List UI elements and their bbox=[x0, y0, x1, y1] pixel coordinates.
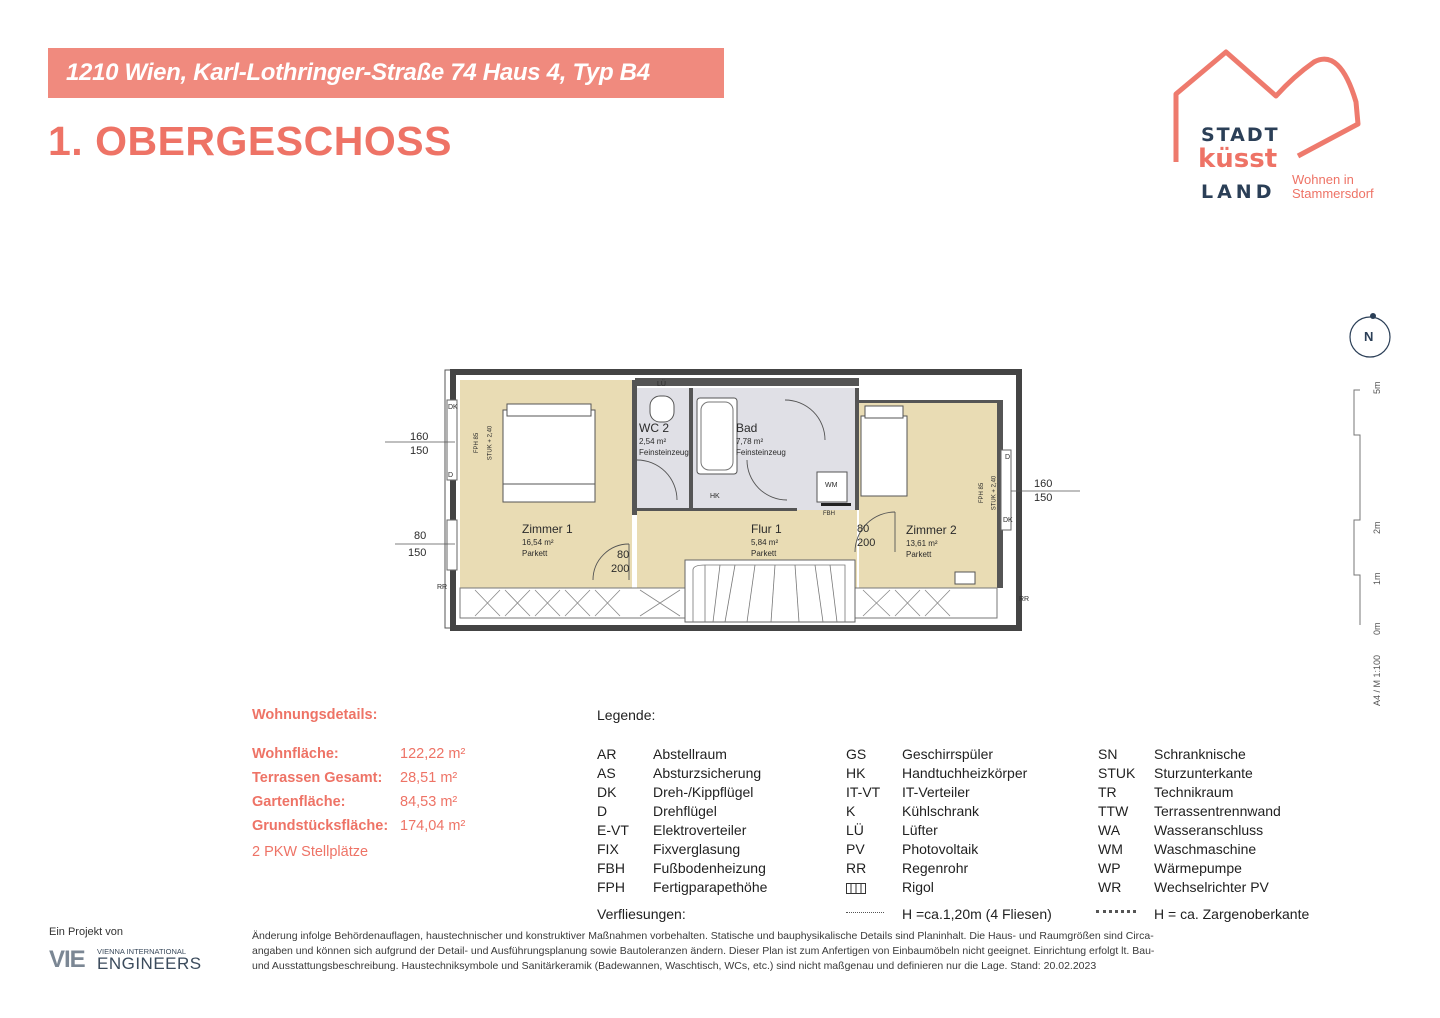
legend-text: Lüfter bbox=[902, 822, 938, 838]
rigol-icon bbox=[846, 881, 866, 892]
legend-abbr: IT-VT bbox=[846, 784, 881, 800]
legend-text: Schranknische bbox=[1154, 746, 1246, 762]
legend-text: Waschmaschine bbox=[1154, 841, 1257, 857]
legend-abbr: GS bbox=[846, 746, 867, 762]
room-zimmer2-area: 13,61 m² bbox=[906, 539, 938, 548]
legend-abbr: SN bbox=[1098, 746, 1118, 762]
legend-abbr: DK bbox=[597, 784, 617, 800]
vie-logo-small: VIENNA INTERNATIONAL bbox=[97, 947, 187, 956]
legend-text: Elektroverteiler bbox=[653, 822, 747, 838]
room-bad-floor: Feinsteinzeug bbox=[736, 448, 786, 457]
disclaimer-line-1: Änderung infolge Behördenauflagen, haustechnischer und konstruktiver Maßnahmen vorbehalten. Statische und bauphysikalische Details sind Planinhalt. Die Haus- und Raumgrößen sind Circa- bbox=[252, 930, 1154, 942]
door-dim-zimmer2-width: 80 bbox=[857, 523, 870, 535]
room-flur1-area: 5,84 m² bbox=[751, 538, 779, 547]
vie-logo-mark: VIE bbox=[49, 946, 85, 973]
legend-abbr: WM bbox=[1098, 841, 1123, 857]
door-dim-zimmer2-height: 200 bbox=[857, 537, 876, 549]
room-bad-area: 7,78 m² bbox=[736, 437, 764, 446]
tag-stuk-right: STUK + 2,40 bbox=[991, 475, 998, 511]
room-flur1-name: Flur 1 bbox=[751, 522, 782, 536]
logo-land: LAND bbox=[1201, 181, 1276, 203]
disclaimer-line-3: und Ausstattungsbeschreibung. Haustechniksymbole und Sanitärkeramik (Badewannen, Waschtisch, WCs, etc.) sind nicht maßgenau und definieren nur die Lage. Stand: 20.02.2023 bbox=[252, 960, 1097, 972]
room-zimmer2-name: Zimmer 2 bbox=[906, 523, 957, 537]
tag-fbh: FBH bbox=[823, 511, 835, 517]
dim-left-top-lower: 150 bbox=[410, 445, 429, 457]
logo-tagline-1: Wohnen in bbox=[1292, 172, 1354, 187]
legend-text: Rigol bbox=[902, 879, 934, 895]
legend-text: Fußbodenheizung bbox=[653, 860, 766, 876]
legend-abbr: PV bbox=[846, 841, 865, 857]
legend-abbr: FBH bbox=[597, 860, 625, 876]
legend-heading: Legende: bbox=[597, 707, 656, 723]
legend-text: Technikraum bbox=[1154, 784, 1234, 800]
legend-text: IT-Verteiler bbox=[902, 784, 970, 800]
details-terrassen-label: Terrassen Gesamt: bbox=[252, 770, 383, 786]
tag-rr-right: RR bbox=[1019, 596, 1030, 603]
room-wc2-area: 2,54 m² bbox=[639, 437, 667, 446]
legend-abbr: D bbox=[597, 803, 608, 819]
disclaimer-line-2: angaben und können sich aufgrund der Detail- und Ausführungsplanung sowie Bautoleranzen ändern. Dieser Plan ist zum Anfertigen von Einbaumöbeln nicht geeignet. Einrichtung erfolgt lt. Bau- bbox=[252, 945, 1155, 957]
room-wc2-name: WC 2 bbox=[639, 421, 669, 435]
legend-abbr: TR bbox=[1098, 784, 1117, 800]
dim-left-bot-upper: 80 bbox=[414, 530, 427, 542]
legend-abbr: K bbox=[846, 803, 856, 819]
details-parking: 2 PKW Stellplätze bbox=[252, 844, 369, 860]
legend-abbr: FIX bbox=[597, 841, 619, 857]
room-zimmer2-floor: Parkett bbox=[906, 550, 932, 559]
details-garten-label: Gartenfläche: bbox=[252, 794, 346, 810]
dim-right-lower: 150 bbox=[1034, 492, 1053, 504]
tag-fph-left: FPH 85 bbox=[474, 432, 481, 454]
door-dim-zimmer1-height: 200 bbox=[611, 563, 630, 575]
legend-abbr: E-VT bbox=[597, 822, 629, 838]
details-terrassen-value: 28,51 m² bbox=[400, 770, 458, 786]
legend-text: Regenrohr bbox=[902, 860, 969, 876]
tag-fph-right: FPH 85 bbox=[979, 482, 986, 504]
tiling-dotted-icon bbox=[846, 912, 884, 913]
tag-wm: WM bbox=[825, 482, 838, 489]
room-zimmer1-name: Zimmer 1 bbox=[522, 522, 573, 536]
room-flur1-floor: Parkett bbox=[751, 549, 777, 558]
vie-logo bbox=[49, 946, 209, 974]
legend-abbr: LÜ bbox=[846, 822, 864, 838]
details-garten-value: 84,53 m² bbox=[400, 794, 458, 810]
legend-text: Kühlschrank bbox=[902, 803, 980, 819]
logo-kuesst: küsst bbox=[1198, 144, 1278, 174]
legend-abbr: WP bbox=[1098, 860, 1121, 876]
tag-rr-left: RR bbox=[437, 584, 448, 591]
legend-abbr: AS bbox=[597, 765, 616, 781]
legend-abbr: RR bbox=[846, 860, 867, 876]
stadt-kuesst-land-logo bbox=[1168, 44, 1398, 214]
room-zimmer1-area: 16,54 m² bbox=[522, 538, 554, 547]
legend-text: Dreh-/Kippflügel bbox=[653, 784, 754, 800]
tag-d-left: D bbox=[448, 472, 454, 479]
details-grundstueck-label: Grundstücksfläche: bbox=[252, 818, 389, 834]
vie-logo-name: ENGINEERS bbox=[97, 954, 202, 973]
tag-lu: LÜ bbox=[657, 381, 666, 388]
legend-text: Drehflügel bbox=[653, 803, 717, 819]
legend-text: Wärmepumpe bbox=[1154, 860, 1242, 876]
legend-abbr: WA bbox=[1098, 822, 1121, 838]
legend-abbr: FPH bbox=[597, 879, 625, 895]
legend-text: Wechselrichter PV bbox=[1154, 879, 1269, 895]
scale-format: A4 / M 1:100 bbox=[1372, 654, 1382, 706]
legend-text: Sturzunterkante bbox=[1154, 765, 1253, 781]
tiling-bold-dots-icon bbox=[1096, 910, 1136, 913]
legend-text: Terrassentrennwand bbox=[1154, 803, 1281, 819]
legend-abbr: STUK bbox=[1098, 765, 1136, 781]
project-by-label: Ein Projekt von bbox=[49, 926, 123, 938]
tiling-option-2: H = ca. Zargenoberkante bbox=[1154, 906, 1310, 922]
dim-left-top-upper: 160 bbox=[410, 431, 429, 443]
dim-left-bot-lower: 150 bbox=[408, 547, 427, 559]
legend-text: Abstellraum bbox=[653, 746, 727, 762]
scale-bar bbox=[1350, 370, 1390, 715]
legend-abbr: WR bbox=[1098, 879, 1122, 895]
scale-5m: 5m bbox=[1372, 381, 1382, 394]
room-zimmer1-floor: Parkett bbox=[522, 549, 548, 558]
tiling-option-1: H =ca.1,20m (4 Fliesen) bbox=[902, 906, 1052, 922]
tag-dk-right: DK bbox=[1003, 517, 1013, 524]
tag-dk-left: DK bbox=[448, 404, 458, 411]
legend-text: Absturzsicherung bbox=[653, 765, 762, 781]
details-heading: Wohnungsdetails: bbox=[252, 707, 378, 723]
scale-1m: 1m bbox=[1372, 572, 1382, 585]
door-dim-zimmer1-width: 80 bbox=[617, 549, 630, 561]
details-wohnflaeche-value: 122,22 m² bbox=[400, 746, 466, 762]
legend-abbr: TTW bbox=[1098, 803, 1129, 819]
legend-text: Fixverglasung bbox=[653, 841, 741, 857]
tag-stuk-left: STUK + 2,40 bbox=[487, 425, 494, 461]
scale-0m: 0m bbox=[1372, 622, 1382, 635]
floor-plan-drawing bbox=[375, 360, 1095, 635]
floor-plan bbox=[375, 360, 1095, 635]
logo-stadt: STADT bbox=[1201, 124, 1280, 146]
floor-title: 1. OBERGESCHOSS bbox=[48, 118, 452, 164]
room-bad-name: Bad bbox=[736, 421, 758, 435]
north-compass bbox=[1347, 311, 1393, 361]
legend-text: Fertigparapethöhe bbox=[653, 879, 768, 895]
tag-hk: HK bbox=[710, 493, 720, 500]
scale-2m: 2m bbox=[1372, 521, 1382, 534]
legend-text: Photovoltaik bbox=[902, 841, 979, 857]
tag-d-right: D bbox=[1005, 454, 1011, 461]
address-text: 1210 Wien, Karl-Lothringer-Straße 74 Haus 4, Typ B4 bbox=[66, 59, 650, 86]
legend-abbr: HK bbox=[846, 765, 866, 781]
dim-right-upper: 160 bbox=[1034, 478, 1053, 490]
details-grundstueck-value: 174,04 m² bbox=[400, 818, 466, 834]
room-wc2-floor: Feinsteinzeug bbox=[639, 448, 689, 457]
logo-tagline-2: Stammersdorf bbox=[1292, 186, 1374, 201]
legend-text: Wasseranschluss bbox=[1154, 822, 1264, 838]
legend-text: Handtuchheizkörper bbox=[902, 765, 1028, 781]
north-label: N bbox=[1364, 329, 1374, 344]
tiling-label: Verfliesungen: bbox=[597, 906, 686, 922]
details-wohnflaeche-label: Wohnfläche: bbox=[252, 746, 339, 762]
legend-abbr: AR bbox=[597, 746, 617, 762]
legend-text: Geschirrspüler bbox=[902, 746, 994, 762]
